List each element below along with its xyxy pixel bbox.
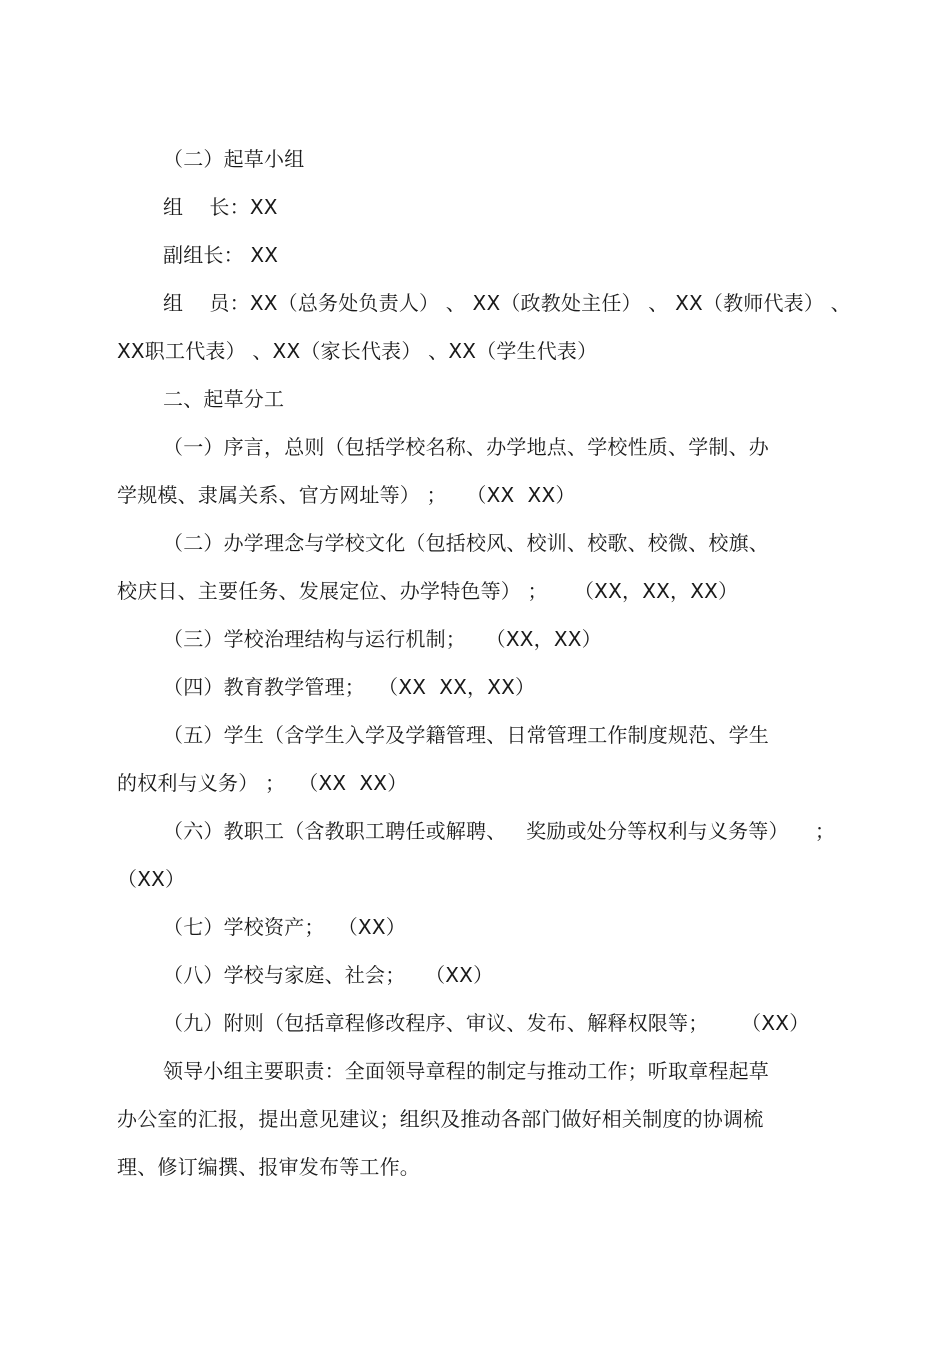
item-6-line-1: （六）教职工（含教职工聘任或解聘、 奖励或处分等权利与义务等） ； (163, 819, 836, 843)
item-3: （三）学校治理结构与运行机制； （XX，XX） (163, 627, 602, 651)
duties-line-2: 办公室的汇报，提出意见建议；组织及推动各部门做好相关制度的协调梳 (117, 1107, 764, 1131)
item-1-line-2: 学规模、隶属关系、官方网址等） ； （XX XX） (117, 483, 576, 507)
item-7: （七）学校资产； （XX） (163, 915, 406, 939)
item-1-line-1: （一）序言，总则（包括学校名称、办学地点、学校性质、学制、办 (163, 435, 769, 459)
item-5-line-1: （五）学生（含学生入学及学籍管理、日常管理工作制度规范、学生 (163, 723, 769, 747)
duties-line-1: 领导小组主要职责：全面领导章程的制定与推动工作；听取章程起草 (163, 1059, 769, 1083)
section-heading-division-of-work: 二、起草分工 (163, 387, 285, 411)
item-2-line-2: 校庆日、主要任务、发展定位、办学特色等） ； （XX，XX，XX） (117, 579, 739, 603)
group-leader-line: 组 长：XX (163, 195, 278, 219)
deputy-leader-line: 副组长： XX (163, 243, 279, 267)
members-line-continued: XX职工代表） 、XX（家长代表） 、XX（学生代表） (117, 339, 598, 363)
members-line: 组 员：XX（总务处负责人） 、 XX（政教处主任） 、 XX（教师代表） 、 (163, 291, 851, 315)
item-9: （九）附则（包括章程修改程序、审议、发布、解释权限等； （XX） (163, 1011, 810, 1035)
item-2-line-1: （二）办学理念与学校文化（包括校风、校训、校歌、校微、校旗、 (163, 531, 769, 555)
item-8: （八）学校与家庭、社会； （XX） (163, 963, 494, 987)
item-6-line-2: （XX） (117, 867, 186, 891)
item-4: （四）教育教学管理； （XX XX，XX） (163, 675, 536, 699)
duties-line-3: 理、修订编撰、报审发布等工作。 (117, 1155, 420, 1179)
section-heading-drafting-group: （二）起草小组 (163, 147, 305, 171)
item-5-line-2: 的权利与义务） ； （XX XX） (117, 771, 408, 795)
